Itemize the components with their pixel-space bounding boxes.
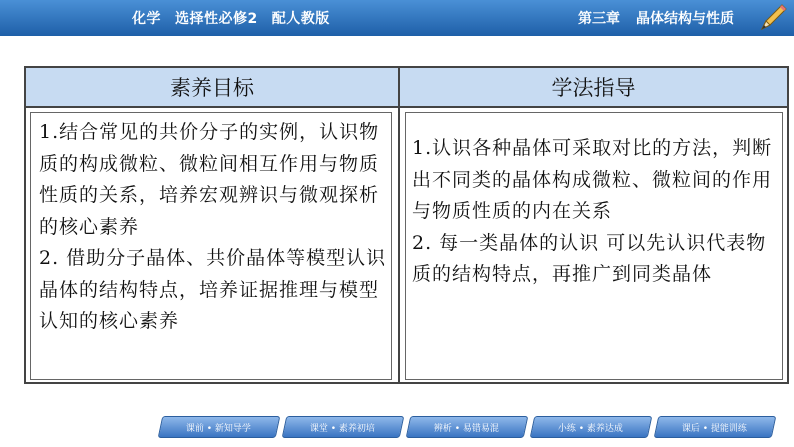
pencil-icon (756, 1, 790, 35)
nav-tab-afterclass[interactable]: 课后 • 提能训练 (654, 416, 777, 438)
goal-item: 1.结合常见的共价分子的实例，认识物质的构成微粒、微粒间相互作用与物质性质的关系，培养宏观辨识与微观探析的核心素养 (39, 121, 380, 238)
guidance-item: 2. 每一类晶体的认识 可以先认识代表物质的结构特点，再推广到同类晶体 (412, 231, 767, 285)
subject-label: 化学 (132, 11, 161, 27)
goals-text (39, 117, 391, 338)
table-header-goals: 素养目标 (26, 68, 398, 108)
nav-tab-practice[interactable]: 小练 • 素养达成 (530, 416, 653, 438)
guidance-text (412, 133, 784, 291)
chapter-label: 第三章 (578, 11, 620, 27)
edition-label: 配人教版 (271, 11, 330, 27)
header-bar (0, 0, 794, 36)
guidance-cell (405, 112, 783, 380)
content-table (24, 66, 789, 384)
nav-tab-preclass[interactable]: 课前 • 新知导学 (158, 416, 281, 438)
guidance-item: 1.认识各种晶体可采取对比的方法，判断出不同类的晶体构成微粒、微粒间的作用与物质性质的内在关系 (412, 137, 773, 222)
bottom-nav (160, 416, 774, 438)
chapter-info (578, 8, 734, 28)
book-label: 选择性必修2 (175, 11, 258, 27)
column-divider (398, 68, 400, 382)
nav-tab-inclass[interactable]: 课堂 • 素养初培 (282, 416, 405, 438)
nav-tab-analysis[interactable]: 辨析 • 易错易混 (406, 416, 529, 438)
goal-item: 2. 借助分子晶体、共价晶体等模型认识晶体的结构特点，培养证据推理与模型认知的核心素养 (39, 247, 387, 332)
book-info (132, 8, 330, 28)
goals-cell (30, 112, 392, 380)
chapter-title: 晶体结构与性质 (636, 11, 734, 27)
table-header-guidance: 学法指导 (400, 68, 787, 108)
